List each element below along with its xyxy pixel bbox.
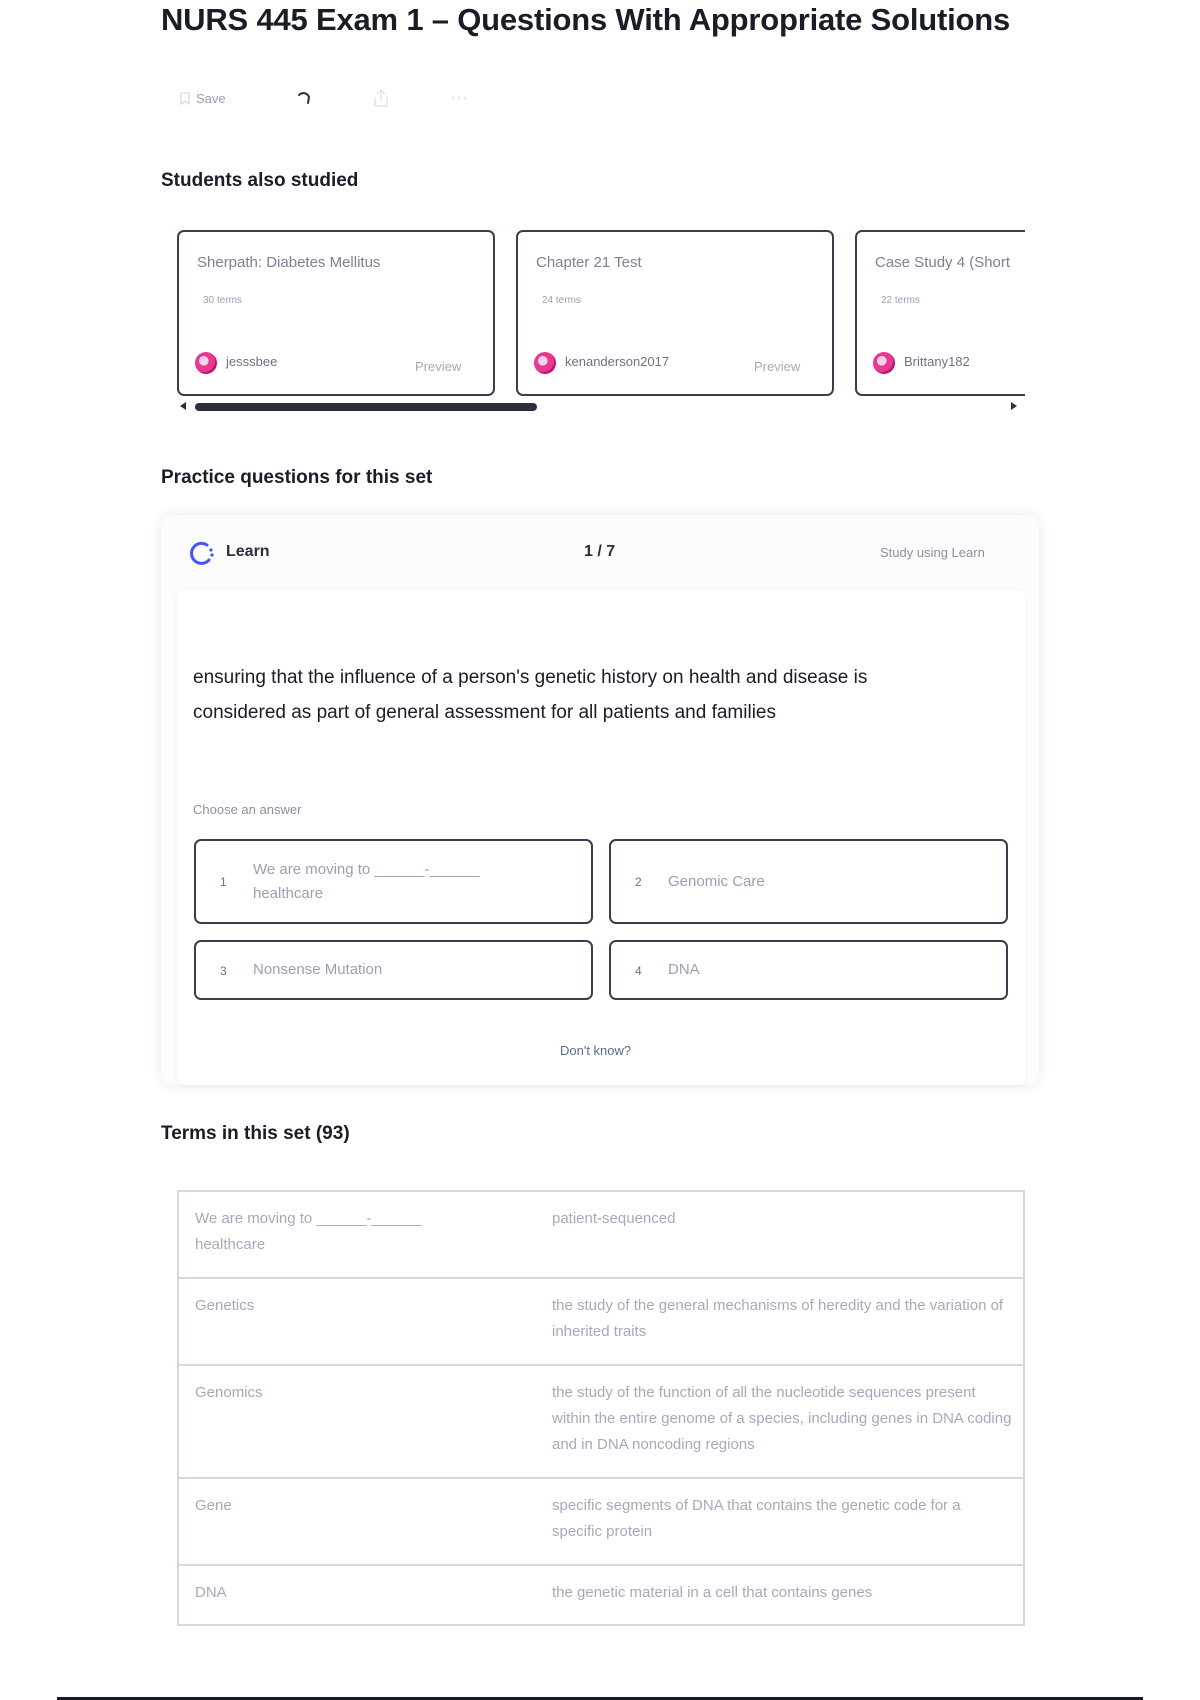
dont-know-link[interactable]: Don't know?: [560, 1043, 632, 1058]
practice-questions-heading: Practice questions for this set: [161, 467, 433, 488]
term-cell: Genomics: [195, 1384, 263, 1401]
definition-cell: the genetic material in a cell that contains genes: [552, 1584, 873, 1601]
study-set-card[interactable]: [855, 230, 1025, 396]
scroll-left-arrow-icon[interactable]: [180, 402, 186, 410]
preview-button[interactable]: Preview: [754, 359, 801, 374]
definition-cell: the study of the function of all the nucleotide sequences present within the entire genome of a species, including genes in DNA coding and in DNA noncoding regions: [552, 1384, 1012, 1453]
share-icon: [372, 88, 390, 108]
card-username[interactable]: Brittany182: [904, 354, 970, 369]
bookmark-icon: [180, 92, 190, 105]
answer-text: DNA: [668, 961, 700, 978]
scroll-right-arrow-icon[interactable]: [1011, 402, 1017, 410]
card-username[interactable]: kenanderson2017: [565, 354, 670, 369]
study-set-card[interactable]: [177, 230, 495, 396]
answer-option-1[interactable]: [194, 839, 593, 924]
refresh-icon: [296, 90, 312, 106]
card-title: Case Study 4 (Short: [875, 254, 1011, 271]
save-label: Save: [196, 90, 226, 106]
table-row: [179, 1566, 1023, 1624]
answer-text: Genomic Care: [668, 873, 765, 890]
question-progress: 1 / 7: [584, 543, 616, 560]
definition-cell: specific segments of DNA that contains the genetic code for a specific protein: [552, 1497, 961, 1540]
term-cell: We are moving to ______-______ healthcare: [195, 1210, 422, 1253]
learn-icon: [187, 540, 215, 573]
save-button[interactable]: [180, 91, 226, 106]
term-cell: Gene: [195, 1497, 232, 1514]
answer-text: We are moving to ______-______ healthcare: [253, 861, 480, 902]
answer-number: 3: [220, 964, 227, 978]
definition-cell: patient-sequenced: [552, 1210, 676, 1227]
card-terms-count: 30 terms: [203, 295, 242, 306]
question-text: ensuring that the influence of a person's genetic history on health and disease is considered as part of general assessment for all patients and families: [193, 667, 868, 723]
avatar: [195, 352, 217, 374]
page-title: NURS 445 Exam 1 – Questions With Appropriate Solutions: [161, 2, 1011, 37]
table-row: [179, 1366, 1023, 1479]
terms-table: [177, 1190, 1025, 1626]
answer-number: 1: [220, 875, 227, 889]
answer-option-2[interactable]: [609, 839, 1008, 924]
table-row: [179, 1479, 1023, 1566]
definition-cell: the study of the general mechanisms of heredity and the variation of inherited traits: [552, 1297, 1004, 1340]
answer-number: 4: [635, 964, 642, 978]
card-title: Chapter 21 Test: [536, 254, 642, 271]
study-set-card[interactable]: [516, 230, 834, 396]
refresh-button[interactable]: [296, 90, 312, 106]
answer-text: Nonsense Mutation: [253, 961, 383, 978]
study-using-learn-link[interactable]: Study using Learn: [880, 545, 985, 560]
term-cell: Genetics: [195, 1297, 255, 1314]
students-also-studied-heading: Students also studied: [161, 170, 359, 191]
toolbar: [180, 84, 528, 112]
card-title: Sherpath: Diabetes Mellitus: [197, 254, 381, 271]
card-terms-count: 24 terms: [542, 295, 581, 306]
carousel-scrollbar[interactable]: [195, 403, 537, 411]
term-cell: DNA: [195, 1584, 227, 1601]
card-username[interactable]: jesssbee: [226, 354, 278, 369]
answer-option-3[interactable]: [194, 940, 593, 1000]
avatar: [873, 352, 895, 374]
avatar: [534, 352, 556, 374]
more-icon: [450, 95, 468, 101]
card-terms-count: 22 terms: [881, 295, 920, 306]
choose-answer-label: Choose an answer: [193, 802, 302, 817]
share-button[interactable]: [372, 88, 390, 108]
terms-heading: Terms in this set (93): [161, 1123, 350, 1144]
study-set-carousel: [177, 230, 1025, 400]
learn-label: Learn: [226, 543, 270, 560]
answer-number: 2: [635, 875, 642, 889]
table-row: [179, 1279, 1023, 1366]
answer-option-4[interactable]: [609, 940, 1008, 1000]
table-row: [179, 1192, 1023, 1279]
preview-button[interactable]: Preview: [415, 359, 462, 374]
more-button[interactable]: [450, 95, 468, 101]
